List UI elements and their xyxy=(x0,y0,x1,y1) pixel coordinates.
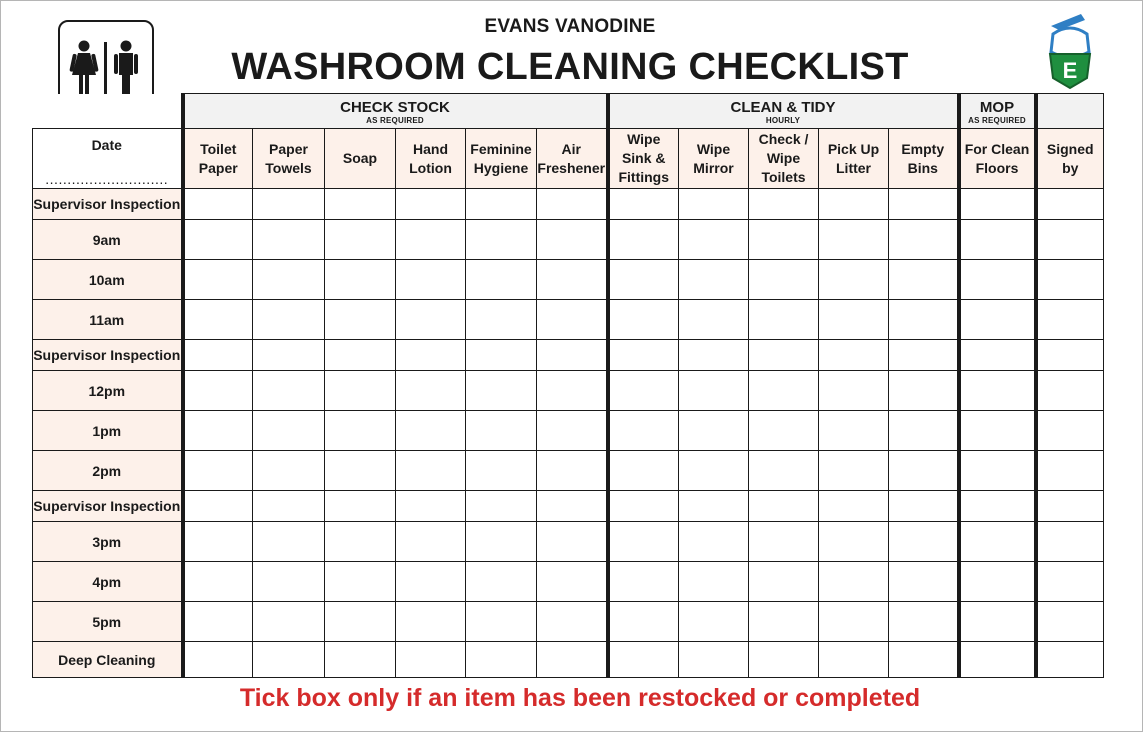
signature-box[interactable] xyxy=(1036,491,1104,522)
tick-box[interactable] xyxy=(325,260,396,300)
checklist-table xyxy=(32,93,1104,678)
table-row xyxy=(33,411,1104,451)
table-row xyxy=(33,602,1104,642)
tick-box[interactable] xyxy=(183,522,253,562)
tick-box[interactable] xyxy=(959,340,1036,371)
tick-box[interactable] xyxy=(183,260,253,300)
column-header: Pick Up Litter xyxy=(819,129,889,189)
group-signed-blank xyxy=(1036,94,1104,129)
tick-box[interactable] xyxy=(253,340,325,371)
tick-box[interactable] xyxy=(679,451,749,491)
date-label: Date xyxy=(91,137,122,153)
tick-box[interactable] xyxy=(396,562,466,602)
tick-box[interactable] xyxy=(253,491,325,522)
group-clean-tidy xyxy=(608,94,959,129)
tick-box[interactable] xyxy=(749,522,819,562)
tick-box[interactable] xyxy=(959,300,1036,340)
brand-logo-icon xyxy=(1041,12,1099,90)
row-label: 2pm xyxy=(33,451,183,491)
row-label: 12pm xyxy=(33,371,183,411)
table-row xyxy=(33,340,1104,371)
tick-box[interactable] xyxy=(679,522,749,562)
tick-box[interactable] xyxy=(889,220,959,260)
signature-box[interactable] xyxy=(1036,451,1104,491)
tick-box[interactable] xyxy=(183,340,253,371)
tick-box[interactable] xyxy=(889,371,959,411)
tick-box[interactable] xyxy=(396,451,466,491)
tick-box[interactable] xyxy=(679,602,749,642)
tick-box[interactable] xyxy=(749,411,819,451)
tick-box[interactable] xyxy=(749,602,819,642)
column-header: Check / Wipe Toilets xyxy=(749,129,819,189)
tick-box[interactable] xyxy=(466,371,537,411)
tick-box[interactable] xyxy=(889,189,959,220)
tick-box[interactable] xyxy=(819,602,889,642)
tick-box[interactable] xyxy=(749,491,819,522)
tick-box[interactable] xyxy=(253,260,325,300)
tick-box[interactable] xyxy=(183,220,253,260)
tick-box[interactable] xyxy=(819,411,889,451)
tick-box[interactable] xyxy=(819,491,889,522)
tick-box[interactable] xyxy=(537,371,608,411)
table-row xyxy=(33,189,1104,220)
column-header: Hand Lotion xyxy=(396,129,466,189)
tick-box[interactable] xyxy=(253,522,325,562)
tick-box[interactable] xyxy=(466,260,537,300)
tick-box[interactable] xyxy=(537,522,608,562)
tick-box[interactable] xyxy=(608,411,679,451)
tick-box[interactable] xyxy=(253,411,325,451)
tick-box[interactable] xyxy=(253,642,325,678)
tick-box[interactable] xyxy=(749,340,819,371)
row-label: 1pm xyxy=(33,411,183,451)
tick-box[interactable] xyxy=(819,340,889,371)
tick-box[interactable] xyxy=(959,522,1036,562)
row-label: Supervisor Inspection xyxy=(33,340,183,371)
column-header: Empty Bins xyxy=(889,129,959,189)
tick-box[interactable] xyxy=(889,522,959,562)
tick-box[interactable] xyxy=(396,371,466,411)
date-header xyxy=(33,129,183,189)
date-field[interactable]: ............................ xyxy=(45,171,169,187)
page-title: WASHROOM CLEANING CHECKLIST xyxy=(231,46,909,88)
tick-box[interactable] xyxy=(396,411,466,451)
tick-box[interactable] xyxy=(959,562,1036,602)
tick-box[interactable] xyxy=(608,451,679,491)
group-check-stock xyxy=(183,94,608,129)
column-header: Feminine Hygiene xyxy=(466,129,537,189)
row-label: Deep Cleaning xyxy=(33,642,183,678)
tick-box[interactable] xyxy=(959,260,1036,300)
tick-box[interactable] xyxy=(819,451,889,491)
tick-box[interactable] xyxy=(679,371,749,411)
signature-box[interactable] xyxy=(1036,340,1104,371)
tick-box[interactable] xyxy=(466,562,537,602)
tick-box[interactable] xyxy=(396,491,466,522)
tick-box[interactable] xyxy=(608,220,679,260)
tick-box[interactable] xyxy=(537,602,608,642)
tick-box[interactable] xyxy=(325,451,396,491)
table-row xyxy=(33,300,1104,340)
row-label: 3pm xyxy=(33,522,183,562)
tick-box[interactable] xyxy=(749,562,819,602)
tick-box[interactable] xyxy=(889,300,959,340)
table-row xyxy=(33,371,1104,411)
signature-box[interactable] xyxy=(1036,562,1104,602)
tick-box[interactable] xyxy=(396,300,466,340)
tick-box[interactable] xyxy=(396,522,466,562)
tick-box[interactable] xyxy=(608,300,679,340)
tick-box[interactable] xyxy=(959,491,1036,522)
group-subtitle: AS REQUIRED xyxy=(968,115,1026,125)
tick-box[interactable] xyxy=(608,189,679,220)
tick-box[interactable] xyxy=(325,562,396,602)
tick-box[interactable] xyxy=(889,491,959,522)
tick-box[interactable] xyxy=(819,562,889,602)
tick-box[interactable] xyxy=(959,220,1036,260)
tick-box[interactable] xyxy=(466,411,537,451)
tick-box[interactable] xyxy=(819,300,889,340)
tick-box[interactable] xyxy=(608,260,679,300)
tick-box[interactable] xyxy=(253,300,325,340)
tick-box[interactable] xyxy=(889,340,959,371)
tick-box[interactable] xyxy=(466,300,537,340)
column-header: For Clean Floors xyxy=(959,129,1036,189)
tick-box[interactable] xyxy=(325,642,396,678)
tick-box[interactable] xyxy=(537,300,608,340)
tick-box[interactable] xyxy=(537,340,608,371)
tick-box[interactable] xyxy=(183,411,253,451)
tick-box[interactable] xyxy=(466,340,537,371)
tick-box[interactable] xyxy=(183,451,253,491)
group-title: MOP xyxy=(979,98,1015,116)
tick-box[interactable] xyxy=(253,451,325,491)
tick-box[interactable] xyxy=(889,562,959,602)
tick-box[interactable] xyxy=(325,340,396,371)
row-label: 5pm xyxy=(33,602,183,642)
tick-box[interactable] xyxy=(466,602,537,642)
tick-box[interactable] xyxy=(183,189,253,220)
tick-box[interactable] xyxy=(819,220,889,260)
signature-box[interactable] xyxy=(1036,260,1104,300)
tick-box[interactable] xyxy=(959,642,1036,678)
row-label: 11am xyxy=(33,300,183,340)
tick-box[interactable] xyxy=(679,411,749,451)
tick-box[interactable] xyxy=(749,371,819,411)
tick-box[interactable] xyxy=(749,300,819,340)
tick-box[interactable] xyxy=(959,189,1036,220)
tick-box[interactable] xyxy=(396,260,466,300)
tick-box[interactable] xyxy=(749,451,819,491)
tick-box[interactable] xyxy=(253,220,325,260)
column-header: Paper Towels xyxy=(253,129,325,189)
column-header: Wipe Sink & Fittings xyxy=(608,129,679,189)
tick-box[interactable] xyxy=(749,220,819,260)
tick-box[interactable] xyxy=(466,220,537,260)
tick-box[interactable] xyxy=(537,220,608,260)
tick-box[interactable] xyxy=(819,522,889,562)
tick-box[interactable] xyxy=(396,189,466,220)
table-row xyxy=(33,451,1104,491)
tick-box[interactable] xyxy=(183,562,253,602)
table-row xyxy=(33,491,1104,522)
tick-box[interactable] xyxy=(466,451,537,491)
signature-box[interactable] xyxy=(1036,602,1104,642)
signature-box[interactable] xyxy=(1036,189,1104,220)
tick-box[interactable] xyxy=(396,220,466,260)
signature-box[interactable] xyxy=(1036,642,1104,678)
tick-box[interactable] xyxy=(959,411,1036,451)
row-label: 4pm xyxy=(33,562,183,602)
tick-box[interactable] xyxy=(608,562,679,602)
tick-box[interactable] xyxy=(889,642,959,678)
tick-box[interactable] xyxy=(325,491,396,522)
tick-box[interactable] xyxy=(889,411,959,451)
group-header-row xyxy=(33,94,1104,129)
tick-box[interactable] xyxy=(325,411,396,451)
group-subtitle: HOURLY xyxy=(765,115,801,125)
column-header: Signed by xyxy=(1036,129,1104,189)
tick-box[interactable] xyxy=(466,189,537,220)
tick-box[interactable] xyxy=(183,371,253,411)
table-row xyxy=(33,642,1104,678)
tick-box[interactable] xyxy=(537,189,608,220)
column-header-row xyxy=(33,129,1104,189)
tick-box[interactable] xyxy=(253,602,325,642)
tick-box[interactable] xyxy=(253,189,325,220)
signature-box[interactable] xyxy=(1036,522,1104,562)
tick-box[interactable] xyxy=(679,220,749,260)
signature-box[interactable] xyxy=(1036,371,1104,411)
tick-box[interactable] xyxy=(749,260,819,300)
company-name: EVANS VANODINE xyxy=(484,16,656,37)
tick-box[interactable] xyxy=(608,602,679,642)
tick-box[interactable] xyxy=(959,371,1036,411)
tick-box[interactable] xyxy=(253,371,325,411)
table-row xyxy=(33,522,1104,562)
tick-box[interactable] xyxy=(466,642,537,678)
group-subtitle: AS REQUIRED xyxy=(366,115,424,125)
tick-box[interactable] xyxy=(819,189,889,220)
tick-box[interactable] xyxy=(959,451,1036,491)
tick-box[interactable] xyxy=(889,451,959,491)
tick-box[interactable] xyxy=(325,602,396,642)
blank-corner xyxy=(33,94,183,129)
tick-box[interactable] xyxy=(325,189,396,220)
tick-box[interactable] xyxy=(396,340,466,371)
tick-box[interactable] xyxy=(183,642,253,678)
tick-box[interactable] xyxy=(537,451,608,491)
row-label: Supervisor Inspection xyxy=(33,189,183,220)
table-row xyxy=(33,260,1104,300)
checklist-body xyxy=(33,189,1104,678)
signature-box[interactable] xyxy=(1036,300,1104,340)
tick-box[interactable] xyxy=(537,491,608,522)
logo-letter: E xyxy=(1062,58,1078,83)
row-label: Supervisor Inspection xyxy=(33,491,183,522)
tick-box[interactable] xyxy=(183,300,253,340)
row-label: 10am xyxy=(33,260,183,300)
tick-box[interactable] xyxy=(608,340,679,371)
tick-box[interactable] xyxy=(679,300,749,340)
tick-box[interactable] xyxy=(537,411,608,451)
tick-box[interactable] xyxy=(679,642,749,678)
column-header: Air Freshener xyxy=(537,129,608,189)
group-title: CHECK STOCK xyxy=(340,98,450,116)
tick-box[interactable] xyxy=(749,642,819,678)
tick-box[interactable] xyxy=(679,562,749,602)
column-header: Wipe Mirror xyxy=(679,129,749,189)
tick-box[interactable] xyxy=(819,260,889,300)
tick-box[interactable] xyxy=(537,562,608,602)
tick-box[interactable] xyxy=(325,371,396,411)
tick-box[interactable] xyxy=(819,371,889,411)
tick-box[interactable] xyxy=(889,602,959,642)
tick-box[interactable] xyxy=(608,491,679,522)
tick-box[interactable] xyxy=(679,260,749,300)
tick-box[interactable] xyxy=(396,602,466,642)
table-row xyxy=(33,562,1104,602)
tick-box[interactable] xyxy=(889,260,959,300)
tick-box[interactable] xyxy=(959,602,1036,642)
column-header: Toilet Paper xyxy=(183,129,253,189)
signature-box[interactable] xyxy=(1036,411,1104,451)
column-header: Soap xyxy=(325,129,396,189)
tick-box[interactable] xyxy=(183,491,253,522)
tick-box[interactable] xyxy=(819,642,889,678)
footer-note: Tick box only if an item has been restocked or completed xyxy=(239,684,921,712)
tick-box[interactable] xyxy=(253,562,325,602)
tick-box[interactable] xyxy=(466,522,537,562)
tick-box[interactable] xyxy=(466,491,537,522)
tick-box[interactable] xyxy=(679,491,749,522)
tick-box[interactable] xyxy=(537,260,608,300)
tick-box[interactable] xyxy=(325,220,396,260)
tick-box[interactable] xyxy=(608,522,679,562)
row-label: 9am xyxy=(33,220,183,260)
tick-box[interactable] xyxy=(608,371,679,411)
tick-box[interactable] xyxy=(749,189,819,220)
tick-box[interactable] xyxy=(608,642,679,678)
tick-box[interactable] xyxy=(537,642,608,678)
tick-box[interactable] xyxy=(679,340,749,371)
signature-box[interactable] xyxy=(1036,220,1104,260)
tick-box[interactable] xyxy=(183,602,253,642)
table-row xyxy=(33,220,1104,260)
tick-box[interactable] xyxy=(679,189,749,220)
tick-box[interactable] xyxy=(325,300,396,340)
group-mop xyxy=(959,94,1036,129)
tick-box[interactable] xyxy=(325,522,396,562)
group-title: CLEAN & TIDY xyxy=(730,98,836,116)
tick-box[interactable] xyxy=(396,642,466,678)
